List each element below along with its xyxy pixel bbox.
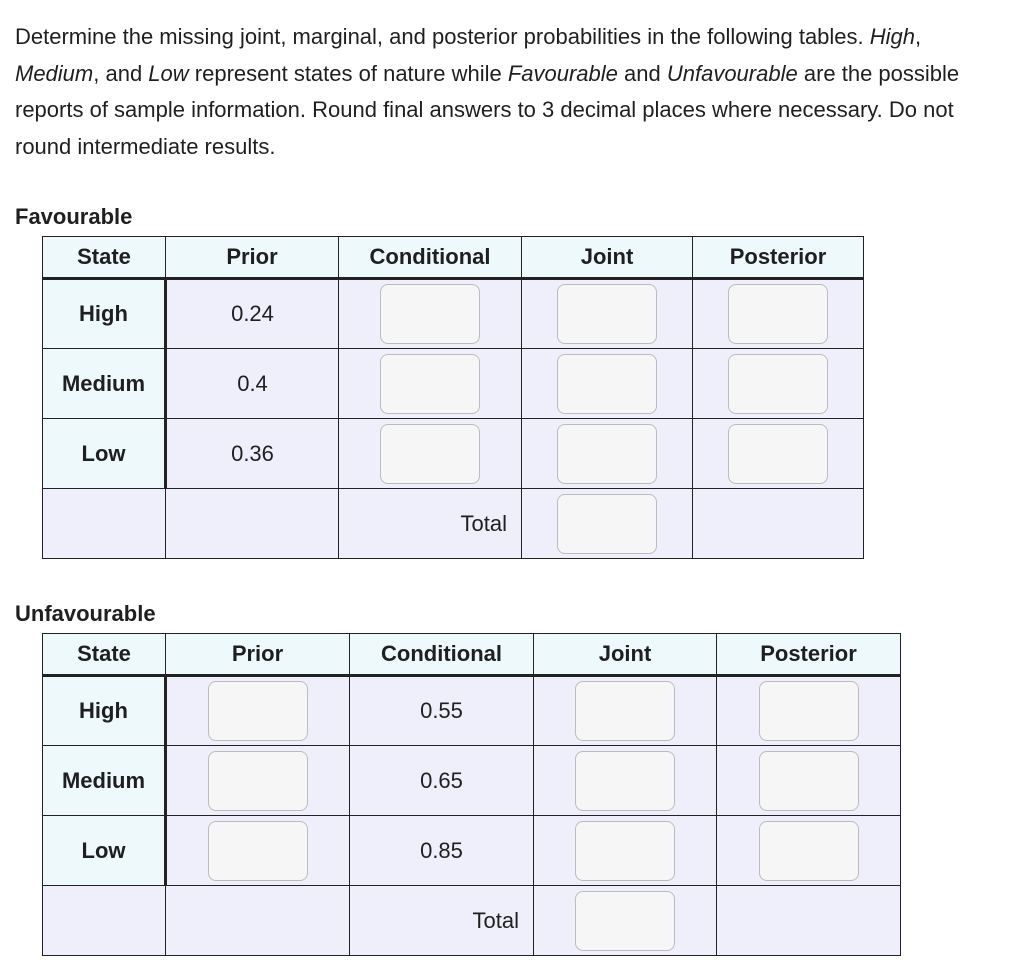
posterior-cell (717, 746, 901, 816)
empty-cell (693, 489, 864, 559)
total-label: Total (339, 489, 522, 559)
table-row (43, 816, 901, 886)
joint-cell (534, 746, 717, 816)
empty-cell (43, 886, 166, 956)
prior-value: 0.36 (166, 419, 339, 489)
posterior-cell (693, 419, 864, 489)
header-state: State (43, 237, 166, 279)
joint-cell (534, 816, 717, 886)
total-row (43, 489, 864, 559)
joint-input[interactable] (557, 354, 657, 414)
posterior-input[interactable] (728, 284, 828, 344)
instructions-text: , (915, 24, 922, 49)
favourable-table (42, 236, 864, 559)
posterior-input[interactable] (728, 424, 828, 484)
total-row (43, 886, 901, 956)
prior-value: 0.4 (166, 349, 339, 419)
joint-total-cell (534, 886, 717, 956)
prior-input[interactable] (208, 681, 308, 741)
joint-total-input[interactable] (575, 891, 675, 951)
empty-cell (717, 886, 901, 956)
joint-total-input[interactable] (557, 494, 657, 554)
prior-input[interactable] (208, 821, 308, 881)
table-row (43, 419, 864, 489)
conditional-value: 0.65 (350, 746, 534, 816)
instructions-text: Determine the missing joint, marginal, and posterior probabilities in the following tables. (15, 24, 870, 49)
header-prior: Prior (166, 634, 350, 676)
header-posterior: Posterior (693, 237, 864, 279)
joint-input[interactable] (557, 424, 657, 484)
prior-cell (166, 816, 350, 886)
table-row (43, 746, 901, 816)
state-cell: Medium (43, 349, 166, 419)
header-row (43, 634, 901, 676)
table-row (43, 676, 901, 746)
header-row (43, 237, 864, 279)
posterior-input[interactable] (728, 354, 828, 414)
instructions-text: are the possible reports of sample information. Round final answers to 3 decimal places where necessary. Do not round intermediate results. (15, 60, 960, 159)
conditional-cell (339, 279, 522, 349)
posterior-cell (693, 349, 864, 419)
total-label: Total (350, 886, 534, 956)
prior-cell (166, 746, 350, 816)
joint-cell (522, 419, 693, 489)
favourable-table-title: Favourable (15, 204, 133, 229)
empty-cell (166, 489, 339, 559)
posterior-input[interactable] (759, 821, 859, 881)
state-cell: Low (43, 419, 166, 489)
joint-input[interactable] (575, 681, 675, 741)
instructions-text: represent states of nature while (188, 60, 508, 86)
posterior-input[interactable] (759, 751, 859, 811)
joint-input[interactable] (557, 284, 657, 344)
header-joint: Joint (534, 634, 717, 676)
term-favourable: Favourable (507, 60, 618, 86)
conditional-cell (339, 349, 522, 419)
conditional-cell (339, 419, 522, 489)
table-row (43, 349, 864, 419)
posterior-input[interactable] (759, 681, 859, 741)
table-row (43, 279, 864, 349)
header-conditional: Conditional (339, 237, 522, 279)
instructions-text: , and (93, 60, 149, 86)
term-high: High (869, 24, 916, 49)
posterior-cell (717, 816, 901, 886)
state-cell: High (43, 279, 166, 349)
instructions-text: and (617, 60, 667, 86)
joint-input[interactable] (575, 751, 675, 811)
header-posterior: Posterior (717, 634, 901, 676)
state-cell: Low (43, 816, 166, 886)
term-unfavourable: Unfavourable (666, 60, 798, 86)
empty-cell (43, 489, 166, 559)
joint-total-cell (522, 489, 693, 559)
unfavourable-table (42, 633, 901, 956)
conditional-value: 0.85 (350, 816, 534, 886)
header-state: State (43, 634, 166, 676)
joint-cell (522, 349, 693, 419)
unfavourable-table-title: Unfavourable (15, 601, 156, 626)
term-low: Low (148, 60, 189, 86)
joint-input[interactable] (575, 821, 675, 881)
conditional-input[interactable] (380, 284, 480, 344)
conditional-input[interactable] (380, 354, 480, 414)
header-joint: Joint (522, 237, 693, 279)
prior-value: 0.24 (166, 279, 339, 349)
header-prior: Prior (166, 237, 339, 279)
prior-cell (166, 676, 350, 746)
joint-cell (522, 279, 693, 349)
conditional-value: 0.55 (350, 676, 534, 746)
joint-cell (534, 676, 717, 746)
header-conditional: Conditional (350, 634, 534, 676)
state-cell: Medium (43, 746, 166, 816)
posterior-cell (693, 279, 864, 349)
state-cell: High (43, 676, 166, 746)
empty-cell (166, 886, 350, 956)
term-medium: Medium (15, 60, 94, 86)
conditional-input[interactable] (380, 424, 480, 484)
prior-input[interactable] (208, 751, 308, 811)
instructions (15, 19, 1005, 165)
posterior-cell (717, 676, 901, 746)
